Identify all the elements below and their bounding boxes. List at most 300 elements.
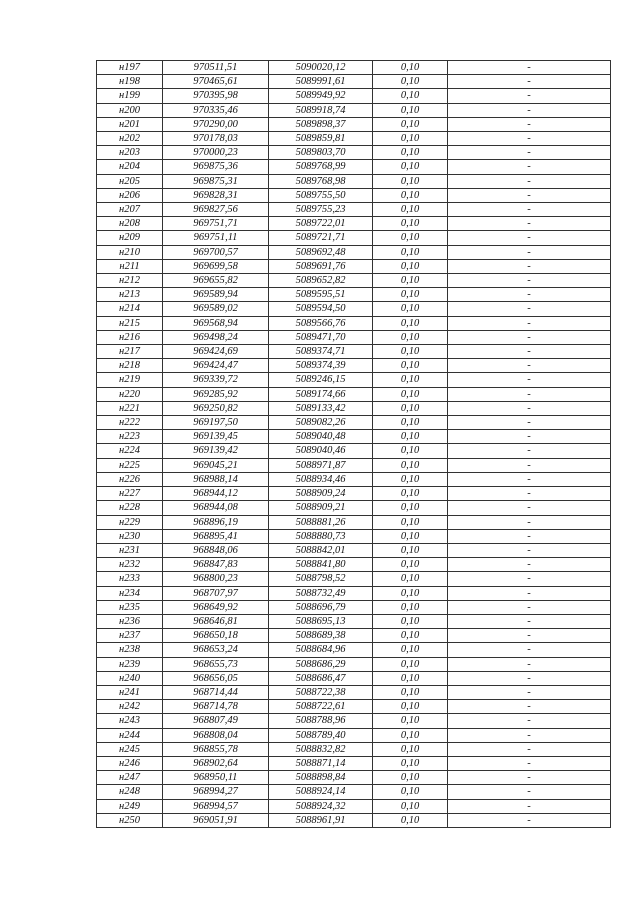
y-coordinate-cell: 5089566,76 [269, 316, 373, 330]
accuracy-cell: 0,10 [373, 771, 448, 785]
point-id-cell: н239 [97, 657, 163, 671]
x-coordinate-cell: 968646,81 [163, 614, 269, 628]
table-row [97, 359, 611, 373]
accuracy-cell: 0,10 [373, 543, 448, 557]
point-id-cell: н216 [97, 330, 163, 344]
point-id-cell: н215 [97, 316, 163, 330]
point-id-cell: н235 [97, 600, 163, 614]
y-coordinate-cell: 5088971,87 [269, 458, 373, 472]
note-cell: - [448, 558, 611, 572]
y-coordinate-cell: 5089652,82 [269, 274, 373, 288]
x-coordinate-cell: 969250,82 [163, 401, 269, 415]
point-id-cell: н229 [97, 515, 163, 529]
y-coordinate-cell: 5089471,70 [269, 330, 373, 344]
accuracy-cell: 0,10 [373, 813, 448, 827]
note-cell: - [448, 117, 611, 131]
y-coordinate-cell: 5089082,26 [269, 416, 373, 430]
point-id-cell: н245 [97, 742, 163, 756]
note-cell: - [448, 330, 611, 344]
accuracy-cell: 0,10 [373, 103, 448, 117]
point-id-cell: н240 [97, 671, 163, 685]
point-id-cell: н225 [97, 458, 163, 472]
table-row [97, 75, 611, 89]
table-row [97, 756, 611, 770]
note-cell: - [448, 103, 611, 117]
accuracy-cell: 0,10 [373, 586, 448, 600]
note-cell: - [448, 529, 611, 543]
table-row [97, 160, 611, 174]
accuracy-cell: 0,10 [373, 117, 448, 131]
point-id-cell: н211 [97, 259, 163, 273]
point-id-cell: н223 [97, 430, 163, 444]
x-coordinate-cell: 968944,12 [163, 487, 269, 501]
y-coordinate-cell: 5089898,37 [269, 117, 373, 131]
accuracy-cell: 0,10 [373, 416, 448, 430]
accuracy-cell: 0,10 [373, 245, 448, 259]
y-coordinate-cell: 5088909,21 [269, 501, 373, 515]
point-id-cell: н237 [97, 629, 163, 643]
note-cell: - [448, 685, 611, 699]
accuracy-cell: 0,10 [373, 529, 448, 543]
y-coordinate-cell: 5089768,99 [269, 160, 373, 174]
point-id-cell: н213 [97, 288, 163, 302]
y-coordinate-cell: 5089755,50 [269, 188, 373, 202]
note-cell: - [448, 629, 611, 643]
point-id-cell: н232 [97, 558, 163, 572]
table-row [97, 813, 611, 827]
table-row [97, 671, 611, 685]
y-coordinate-cell: 5088881,26 [269, 515, 373, 529]
x-coordinate-cell: 969875,36 [163, 160, 269, 174]
table-row [97, 174, 611, 188]
accuracy-cell: 0,10 [373, 61, 448, 75]
x-coordinate-cell: 969751,71 [163, 217, 269, 231]
note-cell: - [448, 700, 611, 714]
table-row [97, 387, 611, 401]
note-cell: - [448, 728, 611, 742]
x-coordinate-cell: 968807,49 [163, 714, 269, 728]
point-id-cell: н220 [97, 387, 163, 401]
accuracy-cell: 0,10 [373, 657, 448, 671]
accuracy-cell: 0,10 [373, 89, 448, 103]
y-coordinate-cell: 5089859,81 [269, 132, 373, 146]
y-coordinate-cell: 5089991,61 [269, 75, 373, 89]
table-row [97, 501, 611, 515]
y-coordinate-cell: 5088832,82 [269, 742, 373, 756]
accuracy-cell: 0,10 [373, 700, 448, 714]
note-cell: - [448, 600, 611, 614]
note-cell: - [448, 714, 611, 728]
point-id-cell: н231 [97, 543, 163, 557]
accuracy-cell: 0,10 [373, 742, 448, 756]
x-coordinate-cell: 969139,42 [163, 444, 269, 458]
note-cell: - [448, 188, 611, 202]
table-row [97, 600, 611, 614]
y-coordinate-cell: 5089755,23 [269, 203, 373, 217]
note-cell: - [448, 132, 611, 146]
point-id-cell: н241 [97, 685, 163, 699]
x-coordinate-cell: 968707,97 [163, 586, 269, 600]
table-row [97, 89, 611, 103]
x-coordinate-cell: 968950,11 [163, 771, 269, 785]
note-cell: - [448, 245, 611, 259]
note-cell: - [448, 756, 611, 770]
table-row [97, 316, 611, 330]
x-coordinate-cell: 970335,46 [163, 103, 269, 117]
accuracy-cell: 0,10 [373, 643, 448, 657]
note-cell: - [448, 288, 611, 302]
y-coordinate-cell: 5088686,47 [269, 671, 373, 685]
x-coordinate-cell: 968848,06 [163, 543, 269, 557]
note-cell: - [448, 472, 611, 486]
y-coordinate-cell: 5089803,70 [269, 146, 373, 160]
x-coordinate-cell: 969285,92 [163, 387, 269, 401]
note-cell: - [448, 146, 611, 160]
accuracy-cell: 0,10 [373, 302, 448, 316]
table-row [97, 629, 611, 643]
table-row [97, 117, 611, 131]
point-id-cell: н226 [97, 472, 163, 486]
point-id-cell: н249 [97, 799, 163, 813]
note-cell: - [448, 359, 611, 373]
y-coordinate-cell: 5088722,61 [269, 700, 373, 714]
x-coordinate-cell: 968800,23 [163, 572, 269, 586]
table-row [97, 330, 611, 344]
table-row [97, 188, 611, 202]
accuracy-cell: 0,10 [373, 472, 448, 486]
point-id-cell: н238 [97, 643, 163, 657]
x-coordinate-cell: 968896,19 [163, 515, 269, 529]
accuracy-cell: 0,10 [373, 359, 448, 373]
note-cell: - [448, 217, 611, 231]
accuracy-cell: 0,10 [373, 160, 448, 174]
y-coordinate-cell: 5089595,51 [269, 288, 373, 302]
y-coordinate-cell: 5088871,14 [269, 756, 373, 770]
x-coordinate-cell: 968847,83 [163, 558, 269, 572]
accuracy-cell: 0,10 [373, 231, 448, 245]
table-row [97, 771, 611, 785]
note-cell: - [448, 89, 611, 103]
accuracy-cell: 0,10 [373, 629, 448, 643]
note-cell: - [448, 387, 611, 401]
y-coordinate-cell: 5088898,84 [269, 771, 373, 785]
note-cell: - [448, 174, 611, 188]
table-row [97, 515, 611, 529]
accuracy-cell: 0,10 [373, 387, 448, 401]
y-coordinate-cell: 5088696,79 [269, 600, 373, 614]
x-coordinate-cell: 968714,44 [163, 685, 269, 699]
accuracy-cell: 0,10 [373, 515, 448, 529]
point-id-cell: н248 [97, 785, 163, 799]
x-coordinate-cell: 970290,00 [163, 117, 269, 131]
point-id-cell: н236 [97, 614, 163, 628]
x-coordinate-cell: 969751,11 [163, 231, 269, 245]
accuracy-cell: 0,10 [373, 685, 448, 699]
x-coordinate-cell: 968895,41 [163, 529, 269, 543]
accuracy-cell: 0,10 [373, 671, 448, 685]
accuracy-cell: 0,10 [373, 600, 448, 614]
x-coordinate-cell: 968855,78 [163, 742, 269, 756]
y-coordinate-cell: 5089768,98 [269, 174, 373, 188]
x-coordinate-cell: 968988,14 [163, 472, 269, 486]
point-id-cell: н214 [97, 302, 163, 316]
note-cell: - [448, 345, 611, 359]
y-coordinate-cell: 5088684,96 [269, 643, 373, 657]
x-coordinate-cell: 969424,47 [163, 359, 269, 373]
y-coordinate-cell: 5088924,32 [269, 799, 373, 813]
point-id-cell: н244 [97, 728, 163, 742]
point-id-cell: н218 [97, 359, 163, 373]
x-coordinate-cell: 969875,31 [163, 174, 269, 188]
table-row [97, 472, 611, 486]
note-cell: - [448, 813, 611, 827]
point-id-cell: н197 [97, 61, 163, 75]
y-coordinate-cell: 5089722,01 [269, 217, 373, 231]
coordinates-table [96, 60, 611, 828]
point-id-cell: н219 [97, 373, 163, 387]
note-cell: - [448, 444, 611, 458]
x-coordinate-cell: 969700,57 [163, 245, 269, 259]
note-cell: - [448, 373, 611, 387]
note-cell: - [448, 274, 611, 288]
accuracy-cell: 0,10 [373, 259, 448, 273]
point-id-cell: н201 [97, 117, 163, 131]
x-coordinate-cell: 968714,78 [163, 700, 269, 714]
table-row [97, 572, 611, 586]
point-id-cell: н222 [97, 416, 163, 430]
y-coordinate-cell: 5088722,38 [269, 685, 373, 699]
y-coordinate-cell: 5088686,29 [269, 657, 373, 671]
table-row [97, 458, 611, 472]
table-row [97, 146, 611, 160]
note-cell: - [448, 160, 611, 174]
x-coordinate-cell: 968653,24 [163, 643, 269, 657]
table-row [97, 302, 611, 316]
note-cell: - [448, 302, 611, 316]
table-row [97, 614, 611, 628]
accuracy-cell: 0,10 [373, 174, 448, 188]
table-row [97, 444, 611, 458]
note-cell: - [448, 416, 611, 430]
x-coordinate-cell: 969589,94 [163, 288, 269, 302]
note-cell: - [448, 430, 611, 444]
point-id-cell: н230 [97, 529, 163, 543]
x-coordinate-cell: 969655,82 [163, 274, 269, 288]
table-row [97, 558, 611, 572]
x-coordinate-cell: 970395,98 [163, 89, 269, 103]
table-row [97, 61, 611, 75]
point-id-cell: н207 [97, 203, 163, 217]
y-coordinate-cell: 5088789,40 [269, 728, 373, 742]
table-row [97, 373, 611, 387]
table-row [97, 728, 611, 742]
table-row [97, 742, 611, 756]
y-coordinate-cell: 5088798,52 [269, 572, 373, 586]
note-cell: - [448, 657, 611, 671]
note-cell: - [448, 785, 611, 799]
point-id-cell: н205 [97, 174, 163, 188]
x-coordinate-cell: 970178,03 [163, 132, 269, 146]
accuracy-cell: 0,10 [373, 203, 448, 217]
accuracy-cell: 0,10 [373, 728, 448, 742]
y-coordinate-cell: 5090020,12 [269, 61, 373, 75]
table-row [97, 657, 611, 671]
accuracy-cell: 0,10 [373, 373, 448, 387]
accuracy-cell: 0,10 [373, 785, 448, 799]
accuracy-cell: 0,10 [373, 217, 448, 231]
note-cell: - [448, 487, 611, 501]
note-cell: - [448, 586, 611, 600]
note-cell: - [448, 316, 611, 330]
point-id-cell: н202 [97, 132, 163, 146]
point-id-cell: н233 [97, 572, 163, 586]
point-id-cell: н227 [97, 487, 163, 501]
x-coordinate-cell: 969339,72 [163, 373, 269, 387]
table-row [97, 245, 611, 259]
note-cell: - [448, 671, 611, 685]
point-id-cell: н212 [97, 274, 163, 288]
table-row [97, 259, 611, 273]
y-coordinate-cell: 5088924,14 [269, 785, 373, 799]
accuracy-cell: 0,10 [373, 430, 448, 444]
y-coordinate-cell: 5088880,73 [269, 529, 373, 543]
y-coordinate-cell: 5089594,50 [269, 302, 373, 316]
y-coordinate-cell: 5088689,38 [269, 629, 373, 643]
point-id-cell: н250 [97, 813, 163, 827]
x-coordinate-cell: 968650,18 [163, 629, 269, 643]
coordinates-table-body [97, 61, 611, 828]
table-row [97, 487, 611, 501]
accuracy-cell: 0,10 [373, 401, 448, 415]
table-row [97, 586, 611, 600]
point-id-cell: н200 [97, 103, 163, 117]
note-cell: - [448, 771, 611, 785]
note-cell: - [448, 61, 611, 75]
accuracy-cell: 0,10 [373, 188, 448, 202]
accuracy-cell: 0,10 [373, 501, 448, 515]
y-coordinate-cell: 5088842,01 [269, 543, 373, 557]
x-coordinate-cell: 970511,51 [163, 61, 269, 75]
x-coordinate-cell: 968655,73 [163, 657, 269, 671]
point-id-cell: н234 [97, 586, 163, 600]
y-coordinate-cell: 5089133,42 [269, 401, 373, 415]
table-row [97, 700, 611, 714]
table-row [97, 103, 611, 117]
point-id-cell: н221 [97, 401, 163, 415]
accuracy-cell: 0,10 [373, 288, 448, 302]
y-coordinate-cell: 5089692,48 [269, 245, 373, 259]
x-coordinate-cell: 969589,02 [163, 302, 269, 316]
y-coordinate-cell: 5089374,71 [269, 345, 373, 359]
table-row [97, 132, 611, 146]
point-id-cell: н198 [97, 75, 163, 89]
point-id-cell: н247 [97, 771, 163, 785]
accuracy-cell: 0,10 [373, 345, 448, 359]
y-coordinate-cell: 5088788,96 [269, 714, 373, 728]
point-id-cell: н199 [97, 89, 163, 103]
x-coordinate-cell: 968656,05 [163, 671, 269, 685]
x-coordinate-cell: 970000,23 [163, 146, 269, 160]
accuracy-cell: 0,10 [373, 799, 448, 813]
y-coordinate-cell: 5088909,24 [269, 487, 373, 501]
accuracy-cell: 0,10 [373, 558, 448, 572]
point-id-cell: н242 [97, 700, 163, 714]
accuracy-cell: 0,10 [373, 274, 448, 288]
x-coordinate-cell: 968944,08 [163, 501, 269, 515]
point-id-cell: н210 [97, 245, 163, 259]
point-id-cell: н203 [97, 146, 163, 160]
note-cell: - [448, 643, 611, 657]
x-coordinate-cell: 969051,91 [163, 813, 269, 827]
x-coordinate-cell: 969424,69 [163, 345, 269, 359]
y-coordinate-cell: 5088732,49 [269, 586, 373, 600]
note-cell: - [448, 543, 611, 557]
point-id-cell: н208 [97, 217, 163, 231]
y-coordinate-cell: 5088961,91 [269, 813, 373, 827]
note-cell: - [448, 231, 611, 245]
x-coordinate-cell: 968649,92 [163, 600, 269, 614]
table-row [97, 799, 611, 813]
table-row [97, 203, 611, 217]
x-coordinate-cell: 969568,94 [163, 316, 269, 330]
point-id-cell: н206 [97, 188, 163, 202]
accuracy-cell: 0,10 [373, 756, 448, 770]
point-id-cell: н228 [97, 501, 163, 515]
accuracy-cell: 0,10 [373, 316, 448, 330]
accuracy-cell: 0,10 [373, 614, 448, 628]
table-row [97, 714, 611, 728]
y-coordinate-cell: 5089174,66 [269, 387, 373, 401]
note-cell: - [448, 515, 611, 529]
accuracy-cell: 0,10 [373, 330, 448, 344]
accuracy-cell: 0,10 [373, 714, 448, 728]
x-coordinate-cell: 970465,61 [163, 75, 269, 89]
y-coordinate-cell: 5089374,39 [269, 359, 373, 373]
point-id-cell: н204 [97, 160, 163, 174]
y-coordinate-cell: 5089246,15 [269, 373, 373, 387]
table-row [97, 430, 611, 444]
point-id-cell: н246 [97, 756, 163, 770]
y-coordinate-cell: 5089918,74 [269, 103, 373, 117]
x-coordinate-cell: 968994,27 [163, 785, 269, 799]
note-cell: - [448, 742, 611, 756]
y-coordinate-cell: 5089040,48 [269, 430, 373, 444]
note-cell: - [448, 75, 611, 89]
accuracy-cell: 0,10 [373, 132, 448, 146]
x-coordinate-cell: 969827,56 [163, 203, 269, 217]
table-row [97, 401, 611, 415]
note-cell: - [448, 259, 611, 273]
accuracy-cell: 0,10 [373, 75, 448, 89]
table-row [97, 529, 611, 543]
point-id-cell: н209 [97, 231, 163, 245]
note-cell: - [448, 203, 611, 217]
y-coordinate-cell: 5089691,76 [269, 259, 373, 273]
x-coordinate-cell: 969498,24 [163, 330, 269, 344]
x-coordinate-cell: 969139,45 [163, 430, 269, 444]
table-row [97, 274, 611, 288]
table-row [97, 345, 611, 359]
note-cell: - [448, 401, 611, 415]
y-coordinate-cell: 5088841,80 [269, 558, 373, 572]
note-cell: - [448, 458, 611, 472]
x-coordinate-cell: 968808,04 [163, 728, 269, 742]
y-coordinate-cell: 5089040,46 [269, 444, 373, 458]
accuracy-cell: 0,10 [373, 572, 448, 586]
table-row [97, 685, 611, 699]
accuracy-cell: 0,10 [373, 146, 448, 160]
note-cell: - [448, 501, 611, 515]
